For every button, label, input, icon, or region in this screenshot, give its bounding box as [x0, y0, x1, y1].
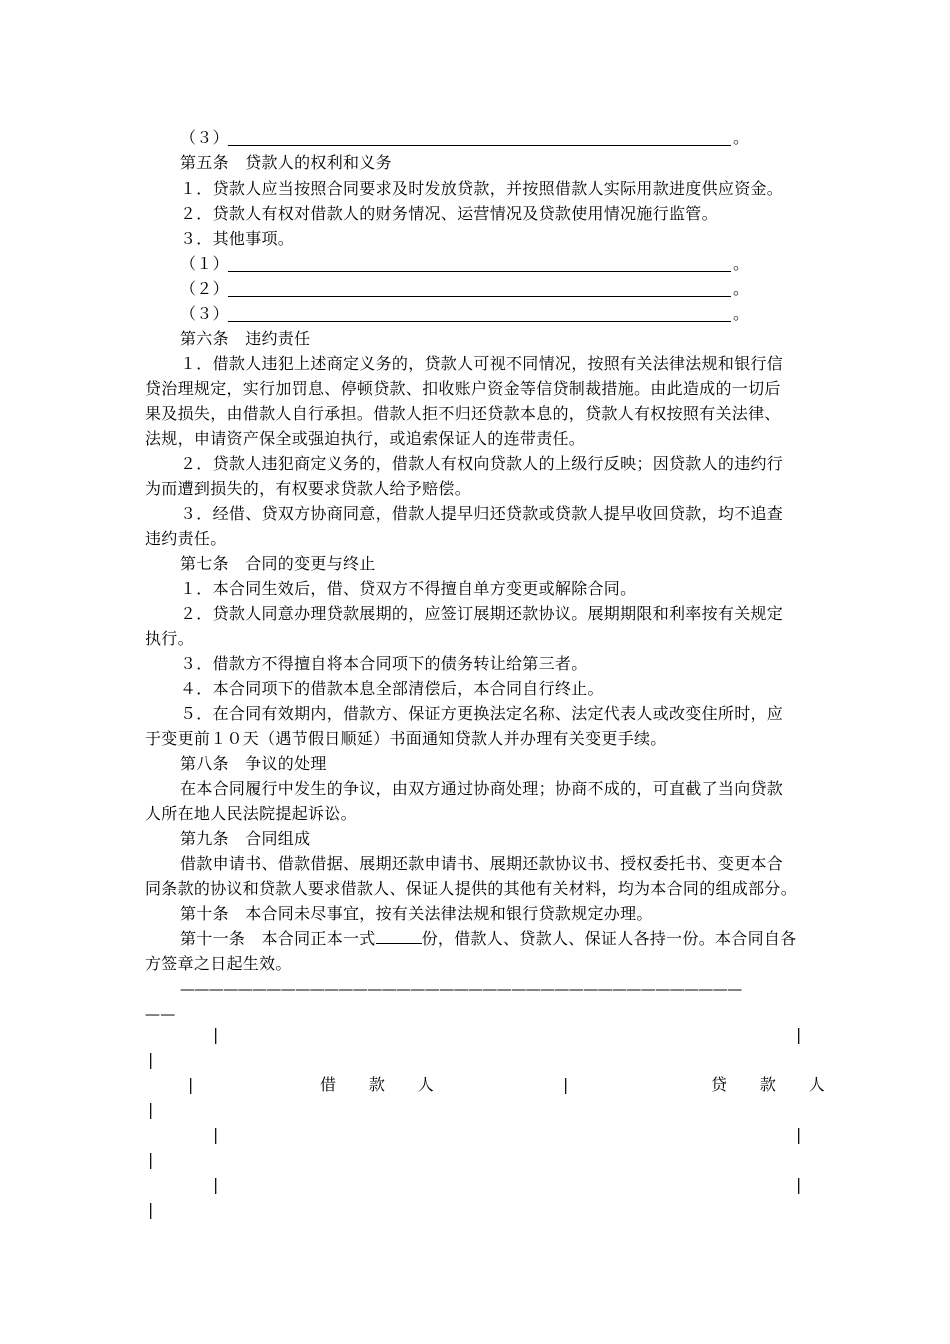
table-border-bar: | — [213, 1175, 219, 1194]
table-border-bar: | — [148, 1100, 154, 1119]
article-6-para-3-line: 违约责任。 — [145, 529, 227, 548]
article-11-suffix: 份，借款人、贷款人、保证人各持一份。本合同自各 — [421, 929, 797, 948]
borrower-label: 借 款 人 — [320, 1075, 435, 1094]
table-border-bar: | — [148, 1050, 154, 1069]
article-6-para-2-line: 为而遭到损失的，有权要求贷款人给予赔偿。 — [145, 479, 472, 498]
table-border-bar: | — [148, 1200, 154, 1219]
article-6-para-3-line: ３．经借、贷双方协商同意，借款人提早归还贷款或贷款人提早收回贷款，均不追查 — [180, 504, 784, 523]
article-5-item-end: 。 — [733, 304, 750, 323]
article-5-item-number: （２） — [180, 279, 229, 298]
article-5-item-blank — [228, 296, 731, 297]
article-5-item-number: （３） — [180, 304, 229, 323]
lender-label: 贷 款 人 — [711, 1075, 826, 1094]
article-8-para-line: 在本合同履行中发生的争议，由双方通过协商处理；协商不成的，可直截了当向贷款 — [180, 779, 784, 798]
article-5-title: 第五条 贷款人的权利和义务 — [180, 153, 392, 172]
table-border-bar: | — [796, 1025, 802, 1044]
article-6-title: 第六条 违约责任 — [180, 329, 311, 348]
article-5-item-end: 。 — [733, 254, 750, 273]
table-border-bar: | — [796, 1125, 802, 1144]
article-8-title: 第八条 争议的处理 — [180, 754, 327, 773]
table-border-bar: | — [213, 1125, 219, 1144]
article-9-title: 第九条 合同组成 — [180, 829, 311, 848]
table-border-bar: | — [213, 1025, 219, 1044]
article-7-para-5-line: ５．在合同有效期内，借款方、保证方更换法定名称、法定代表人或改变住所时，应 — [180, 704, 784, 723]
table-dash-line-cont: —— — [145, 1005, 176, 1023]
article-5-para-3: ３．其他事项。 — [180, 229, 295, 248]
table-border-bar: | — [796, 1175, 802, 1194]
article-5-item-number: （１） — [180, 254, 229, 273]
article-7-para-5-line: 于变更前１０天（遇节假日顺延）书面通知贷款人并办理有关变更手续。 — [145, 729, 667, 748]
article-6-para-1-line: １．借款人违犯上述商定义务的，贷款人可视不同情况，按照有关法律法规和银行信 — [180, 354, 784, 373]
table-dash-line: ——————————————————————————————————————— — [180, 980, 742, 998]
copies-blank — [376, 929, 422, 944]
article-7-para-3: ３．借款方不得擅自将本合同项下的债务转让给第三者。 — [180, 654, 588, 673]
article-5-item-blank — [228, 271, 731, 272]
article-9-para-line: 借款申请书、借款借据、展期还款申请书、展期还款协议书、授权委托书、变更本合 — [180, 854, 784, 873]
article-11-line-2: 方签章之日起生效。 — [145, 954, 292, 973]
article-6-para-1-line: 法规，申请资产保全或强迫执行，或追索保证人的连带责任。 — [145, 429, 586, 448]
article-11-line-1 — [180, 928, 797, 952]
article-6-para-2-line: ２．贷款人违犯商定义务的，借款人有权向贷款人的上级行反映；因贷款人的违约行 — [180, 454, 784, 473]
article-9-para-line: 同条款的协议和贷款人要求借款人、保证人提供的其他有关材料，均为本合同的组成部分。 — [145, 879, 798, 898]
article-5-item-end: 。 — [733, 279, 750, 298]
article-8-para-line: 人所在地人民法院提起诉讼。 — [145, 804, 357, 823]
table-border-bar: | — [188, 1075, 194, 1094]
article-7-para-2-line: ２．贷款人同意办理贷款展期的，应签订展期还款协议。展期期限和利率按有关规定 — [180, 604, 784, 623]
table-border-bar: | — [148, 1150, 154, 1169]
article-7-para-1: １．本合同生效后，借、贷双方不得擅自单方变更或解除合同。 — [180, 579, 637, 598]
article-7-para-2-line: 执行。 — [145, 629, 194, 648]
article-5-para-1: １．贷款人应当按照合同要求及时发放贷款，并按照借款人实际用款进度供应资金。 — [180, 179, 784, 198]
top-item-end: 。 — [733, 128, 750, 147]
article-6-para-1-line: 贷治理规定，实行加罚息、停顿贷款、扣收账户资金等信贷制裁措施。由此造成的一切后 — [145, 379, 781, 398]
article-7-title: 第七条 合同的变更与终止 — [180, 554, 376, 573]
table-border-bar: | — [563, 1075, 569, 1094]
article-10-text: 第十条 本合同未尽事宜，按有关法律法规和银行贷款规定办理。 — [180, 904, 653, 923]
article-6-para-1-line: 果及损失，由借款人自行承担。借款人拒不归还贷款本息的，贷款人有权按照有关法律、 — [145, 404, 781, 423]
top-item-blank — [228, 145, 731, 146]
article-5-para-2: ２．贷款人有权对借款人的财务情况、运营情况及贷款使用情况施行监管。 — [180, 204, 718, 223]
article-7-para-4: ４．本合同项下的借款本息全部清偿后，本合同自行终止。 — [180, 679, 604, 698]
top-item-number: （３） — [180, 128, 229, 147]
article-11-prefix: 第十一条 本合同正本一式 — [180, 929, 376, 948]
article-5-item-blank — [228, 321, 731, 322]
